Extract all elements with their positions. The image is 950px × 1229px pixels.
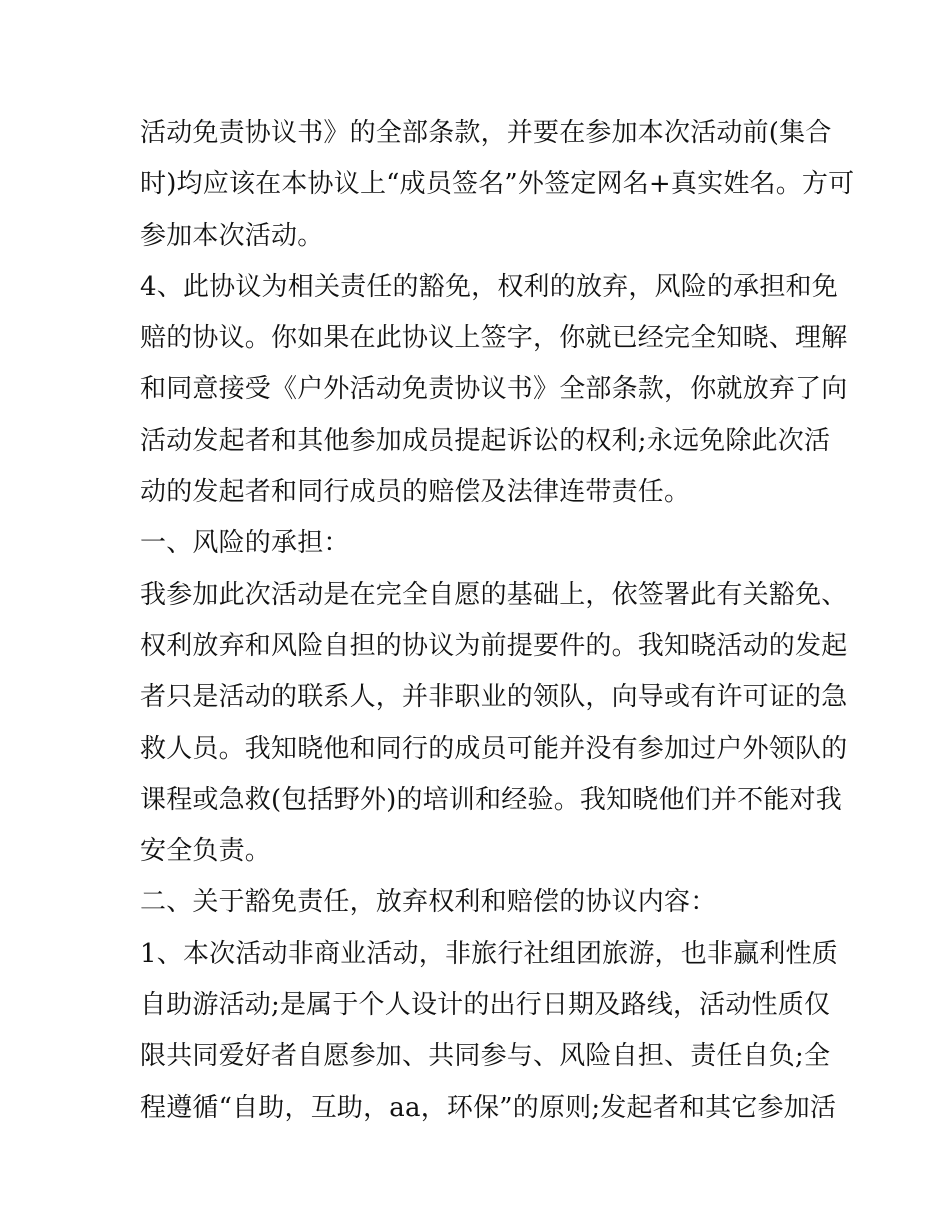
text-line: 自助游活动;是属于个人设计的出行日期及路线，活动性质仅	[140, 990, 831, 1021]
text-line: 活动免责协议书》的全部条款，并要在参加本次活动前(集合	[140, 118, 832, 148]
text-line: 救人员。我知晓他和同行的成员可能并没有参加过户外领队的	[140, 733, 848, 764]
text-line: 限共同爱好者自愿参加、共同参与、风险自担、责任自负;全	[140, 1041, 831, 1072]
text-line: 程遵循“自助，互助，aa，环保”的原则;发起者和其它参加活	[140, 1092, 837, 1123]
text-line: 动的发起者和同行成员的赔偿及法律连带责任。	[140, 477, 691, 508]
text-line: 活动发起者和其他参加成员提起诉讼的权利;永远免除此次活	[140, 425, 831, 456]
document-body	[140, 108, 855, 1134]
text-line: 课程或急救(包括野外)的培训和经验。我知晓他们并不能对我	[140, 784, 842, 815]
text-line: 4、此协议为相关责任的豁免，权利的放弃，风险的承担和免	[140, 271, 838, 302]
text-line: 权利放弃和风险自担的协议为前提要件的。我知晓活动的发起	[140, 630, 848, 661]
text-line: 参加本次活动。	[140, 220, 324, 251]
text-line: 和同意接受《户外活动免责协议书》全部条款，你就放弃了向	[140, 374, 848, 405]
text-line: 1、本次活动非商业活动，非旅行社组团旅游，也非赢利性质	[140, 938, 838, 969]
section-heading: 二、关于豁免责任，放弃权利和赔偿的协议内容：	[140, 887, 717, 918]
text-line: 我参加此次活动是在完全自愿的基础上，依签署此有关豁免、	[140, 579, 848, 610]
section-heading: 一、风险的承担：	[140, 528, 350, 559]
text-line: 时)均应该在本协议上“成员签名”外签定网名+真实姓名。方可	[140, 169, 855, 200]
text-line: 赔的协议。你如果在此协议上签字，你就已经完全知晓、理解	[140, 323, 848, 354]
text-line: 者只是活动的联系人，并非职业的领队，向导或有许可证的急	[140, 682, 848, 713]
text-line: 安全负责。	[140, 836, 272, 867]
